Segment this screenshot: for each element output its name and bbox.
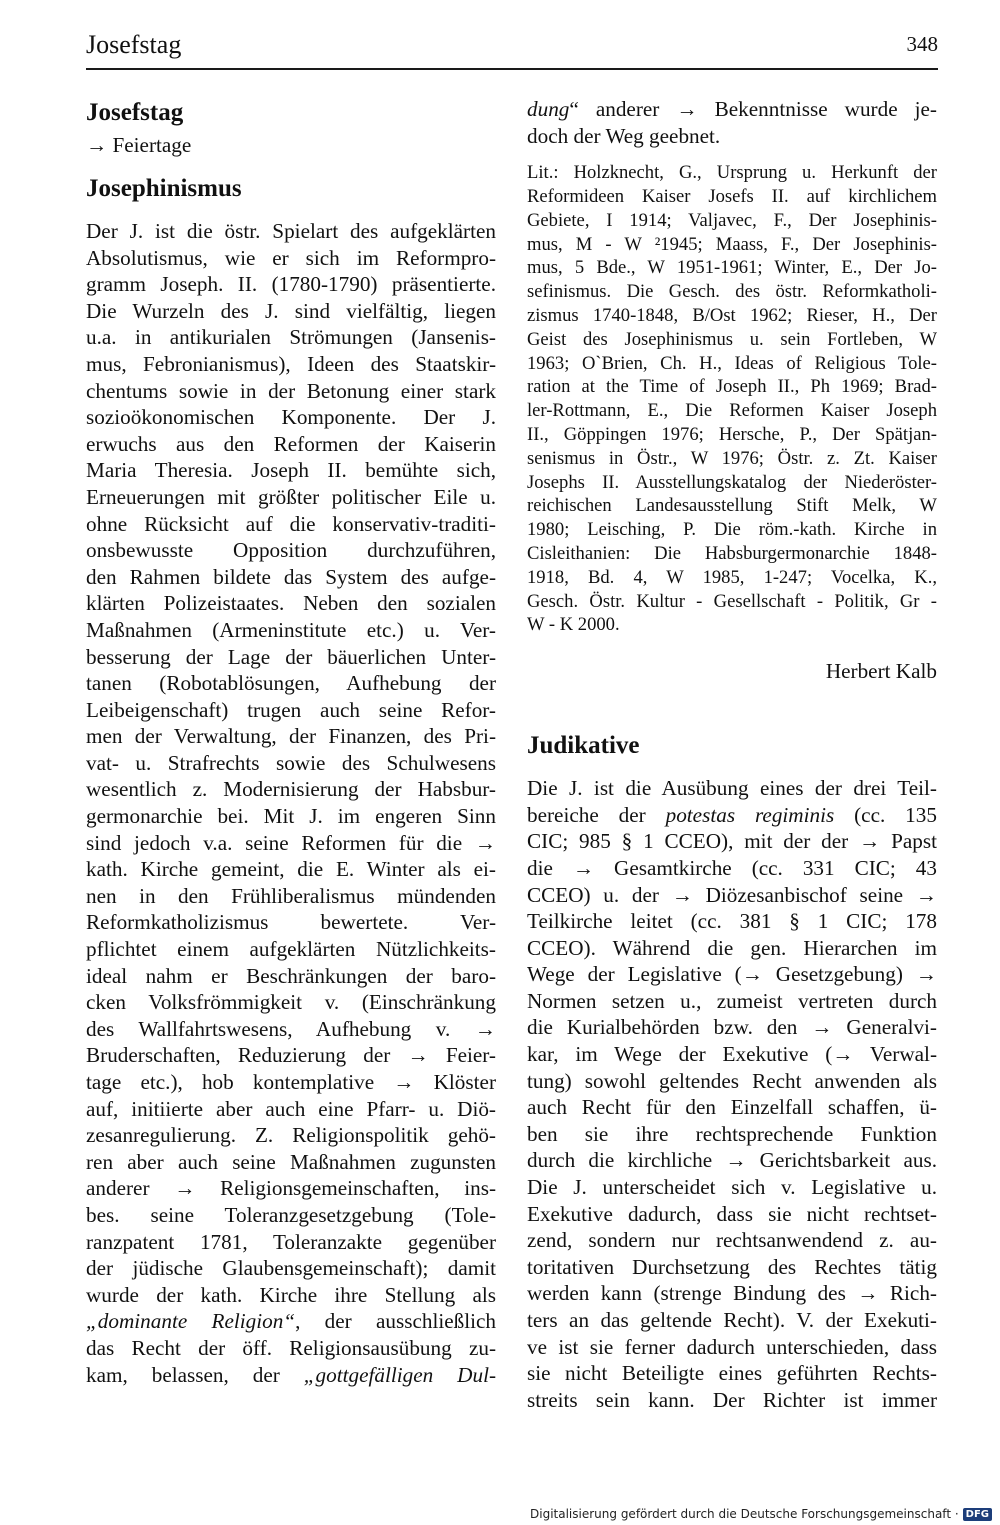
text-line: Die J. unterscheidet sich v. Legislative u. bbox=[527, 1175, 937, 1200]
text-line: dung“ anderer → Bekenntnisse wurde je- bbox=[527, 97, 937, 121]
text-line: tage etc.), hob kontemplative → Klöster bbox=[86, 1070, 496, 1094]
text-line: nen in den Frühliberalismus mündenden bbox=[86, 883, 496, 908]
entry-heading-josephinismus: Josephinismus bbox=[86, 175, 242, 202]
text-line: Normen setzen u., zumeist vertreten durch bbox=[527, 988, 937, 1013]
digitization-footer bbox=[530, 1507, 992, 1521]
text-line: zend, sondern nur rechtsanwendend z. au- bbox=[527, 1228, 937, 1253]
text-line: sie nicht Beteiligte eines geführten Rechts- bbox=[527, 1361, 937, 1386]
literature-line: ration at the Time of Joseph II., Ph 1969; Brad- bbox=[527, 376, 937, 398]
entry-heading-judikative: Judikative bbox=[527, 732, 640, 760]
italic-phrase: dung bbox=[527, 97, 570, 121]
text-line: den Rahmen bildete das System des aufge- bbox=[86, 564, 496, 589]
text-line: die Kurialbehörden bzw. den → Generalvi- bbox=[527, 1015, 937, 1040]
text-line: onsbewusste Opposition durchzuführen, bbox=[86, 538, 496, 563]
text-line: kar, im Wege der Exekutive (→ Verwal- bbox=[527, 1042, 937, 1067]
italic-phrase: potestas regiminis bbox=[665, 802, 835, 827]
text-line: durch die kirchliche → Gerichtsbarkeit aus. bbox=[527, 1148, 937, 1173]
text-line: ren aber auch seine Maßnahmen zugunsten bbox=[86, 1149, 496, 1174]
literature-line: senismus in Östr., W 1976; Östr. z. Zt. Kaiser bbox=[527, 447, 937, 469]
cross-reference-feiertage: → Feiertage bbox=[86, 133, 192, 157]
text-line: cken Volksfrömmigkeit v. (Einschränkung bbox=[86, 990, 496, 1015]
literature-line: mus, M - W ²1945; Maass, F., Der Josephinis- bbox=[527, 233, 937, 255]
text-line: ohne Rücksicht auf die konservativ-traditi- bbox=[86, 511, 496, 536]
text-line: chentums sowie in der Betonung einer stark bbox=[86, 378, 496, 403]
text-line: sind jedoch v.a. seine Reformen für die → bbox=[86, 830, 496, 855]
literature-list bbox=[527, 161, 937, 637]
entry-heading-josefstag: Josefstag bbox=[86, 99, 184, 126]
text-line: die → Gesamtkirche (cc. 331 CIC; 43 bbox=[527, 855, 937, 880]
running-head-title: Josefstag bbox=[86, 30, 182, 59]
literature-line: reichischen Landesausstellung Stift Melk, W bbox=[527, 495, 937, 517]
text-line: wesentlich z. Modernisierung der Habsbur- bbox=[86, 777, 496, 802]
text-line: Der J. ist die östr. Spielart des aufgeklärten bbox=[86, 219, 496, 243]
literature-line: 1980; Leisching, P. Die röm.-kath. Kirche in bbox=[527, 519, 937, 541]
text-line: des Wallfahrtswesens, Aufhebung v. → bbox=[86, 1016, 496, 1041]
text-line: Leibeigenschaft) trugen auch seine Refor- bbox=[86, 697, 496, 722]
text-line: ideal nahm er Beschränkungen der baro- bbox=[86, 963, 496, 988]
text-line: ve ist sie ferner dadurch unterschieden, dass bbox=[527, 1334, 937, 1359]
literature-line: Gesch. Östr. Kultur - Gesellschaft - Politik, Gr - bbox=[527, 590, 937, 612]
text-line: sozioökonomischen Komponente. Der J. bbox=[86, 405, 496, 430]
literature-line: 1918, Bd. 4, W 1985, 1-247; Vocelka, K., bbox=[527, 566, 937, 588]
text-line: toritativen Durchsetzung des Rechtes tätig bbox=[527, 1254, 937, 1279]
text-line: Wege der Legislative (→ Gesetzgebung) → bbox=[527, 962, 937, 987]
literature-line: Josephs II. Ausstellungskatalog der Niederöster- bbox=[527, 471, 937, 493]
text-line: ranzpatent 1781, Toleranzakte gegenüber bbox=[86, 1229, 496, 1254]
literature-line: Gebiete, I 1914; Valjavec, F., Der Josephinis- bbox=[527, 209, 937, 231]
text-line: anderer → Religionsgemeinschaften, ins- bbox=[86, 1176, 496, 1201]
text-line: germonarchie bei. Mit J. im engeren Sinn bbox=[86, 804, 496, 829]
literature-line: 1963; O`Brien, Ch. H., Ideas of Religious Tole- bbox=[527, 352, 937, 374]
text-line: u.a. in antikurialen Strömungen (Jansenis- bbox=[86, 325, 496, 350]
literature-line: W - K 2000. bbox=[527, 614, 620, 636]
italic-phrase: „gottgefälligen Dul- bbox=[303, 1362, 497, 1387]
text-line: gramm Joseph. II. (1780-1790) präsentierte. bbox=[86, 272, 496, 297]
left-column bbox=[86, 96, 496, 1388]
text-line: bereiche der potestas regiminis (cc. 135 bbox=[527, 802, 937, 827]
text-line: Reformkatholizismus bewertete. Ver- bbox=[86, 910, 496, 935]
literature-line: ler-Rottmann, E., Die Reformen Kaiser Joseph bbox=[527, 400, 937, 422]
text-line: das Recht der öff. Religionsausübung zu- bbox=[86, 1335, 496, 1360]
running-head bbox=[86, 30, 938, 70]
italic-phrase: „dominante Religion“ bbox=[86, 1309, 296, 1334]
text-line: tanen (Robotablösungen, Aufhebung der bbox=[86, 671, 496, 696]
text-line: Absolutismus, wie er sich im Reformpro- bbox=[86, 245, 496, 270]
literature-line: Reformideen Kaiser Josefs II. auf kirchlichem bbox=[527, 185, 937, 207]
text-line: CCEO). Während die gen. Hierarchen im bbox=[527, 935, 937, 960]
text-line: klärten Polizeistaates. Neben den sozialen bbox=[86, 591, 496, 616]
text-line: „dominante Religion“, der ausschließlich bbox=[86, 1309, 496, 1334]
text-line: ben sie ihre rechtsprechende Funktion bbox=[527, 1121, 937, 1146]
judikative-body bbox=[527, 775, 937, 1413]
text-line: Teilkirche leitet (cc. 381 § 1 CIC; 178 bbox=[527, 909, 937, 934]
right-column bbox=[527, 96, 937, 1413]
text-line: auf, initiierte aber auch eine Pfarr- u. Diö- bbox=[86, 1096, 496, 1121]
text-line: pflichtet einem aufgeklärten Nützlichkeits- bbox=[86, 937, 496, 962]
text-line: Die Wurzeln des J. sind vielfältig, liegen bbox=[86, 298, 496, 323]
literature-line: mus, 5 Bde., W 1951-1961; Winter, E., Der Jo- bbox=[527, 257, 937, 279]
text-line: kam, belassen, der „gottgefälligen Dul- bbox=[86, 1362, 497, 1387]
literature-line: Geist des Josephinismus u. sein Fortleben, W bbox=[527, 328, 937, 350]
josephinismus-body bbox=[86, 218, 496, 1388]
text-line: doch der Weg geebnet. bbox=[527, 123, 721, 148]
text-line: men der Verwaltung, der Finanzen, des Pri- bbox=[86, 724, 496, 749]
text-line: der jüdische Glaubensgemeinschaft); damit bbox=[86, 1256, 496, 1281]
literature-line: sefinismus. Die Gesch. des östr. Reformkatholi- bbox=[527, 281, 937, 303]
text-line: erwuchs aus den Reformen der Kaiserin bbox=[86, 431, 496, 456]
funding-note: Digitalisierung gefördert durch die Deutsche Forschungsgemeinschaft · bbox=[530, 1507, 959, 1521]
text-line: Exekutive dadurch, dass sie nicht rechtset- bbox=[527, 1201, 937, 1226]
text-line: mus, Febronianismus), Ideen des Staatskir- bbox=[86, 351, 496, 376]
dfg-logo-icon: DFG bbox=[963, 1508, 992, 1521]
text-line: auch Recht für den Einzelfall schaffen, ü- bbox=[527, 1095, 937, 1120]
text-line: ters an das geltende Recht). V. der Exekuti- bbox=[527, 1308, 937, 1332]
page-number: 348 bbox=[906, 32, 938, 56]
literature-line: Lit.: Holzknecht, G., Ursprung u. Herkunft der bbox=[527, 162, 937, 184]
literature-line: Cisleithanien: Die Habsburgermonarchie 1848- bbox=[527, 542, 937, 564]
text-line: kath. Kirche gemeint, die E. Winter als ei- bbox=[86, 857, 496, 882]
text-line: vat- u. Strafrechts sowie des Schulwesens bbox=[86, 750, 496, 775]
text-line: zesanregulierung. Z. Religionspolitik gehö- bbox=[86, 1123, 496, 1148]
text-line: Die J. ist die Ausübung eines der drei Teil- bbox=[527, 776, 937, 801]
text-line: bes. seine Toleranzgesetzgebung (Tole- bbox=[86, 1202, 496, 1227]
literature-line: zismus 1740-1848, B/Ost 1962; Rieser, H., Der bbox=[527, 304, 937, 326]
text-line: Erneuerungen mit größter politischer Eile u. bbox=[86, 484, 496, 509]
text-line: Maßnahmen (Armeninstitute etc.) u. Ver- bbox=[86, 617, 496, 642]
text-line: besserung der Lage der bäuerlichen Unter- bbox=[86, 644, 496, 669]
author-name: Herbert Kalb bbox=[825, 659, 937, 684]
text-line: CCEO) u. der → Diözesanbischof seine → bbox=[527, 882, 937, 907]
text-line: streits sein kann. Der Richter ist immer bbox=[527, 1387, 937, 1412]
text-line: tung) sowohl geltendes Recht anwenden als bbox=[527, 1068, 937, 1093]
text-line: werden kann (strenge Bindung des → Rich- bbox=[527, 1281, 937, 1306]
text-line: Bruderschaften, Reduzierung der → Feier- bbox=[86, 1043, 496, 1068]
text-line: wurde der kath. Kirche ihre Stellung als bbox=[86, 1282, 496, 1307]
text-line: CIC; 985 § 1 CCEO), mit der der → Papst bbox=[527, 829, 937, 854]
literature-line: II., Göppingen 1976; Hersche, P., Der Spätjan- bbox=[527, 423, 937, 445]
text-line: Maria Theresia. Joseph II. bemühte sich, bbox=[86, 458, 496, 483]
